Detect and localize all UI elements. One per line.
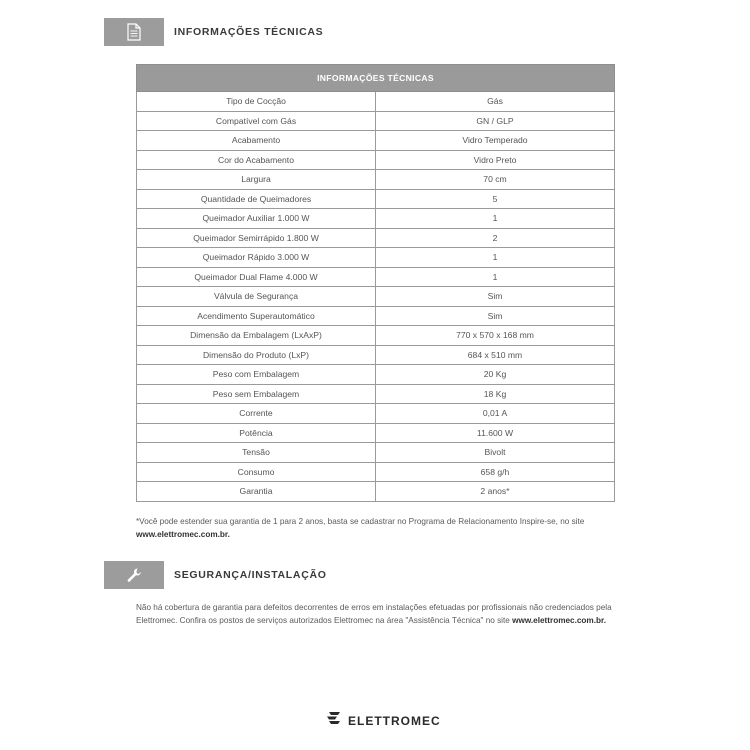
spec-value: 20 Kg xyxy=(376,365,615,385)
spec-label: Tipo de Cocção xyxy=(137,92,376,112)
spec-table-header: INFORMAÇÕES TÉCNICAS xyxy=(137,65,615,92)
spec-label: Consumo xyxy=(137,462,376,482)
spec-row xyxy=(137,404,615,424)
spec-row xyxy=(137,423,615,443)
spec-label: Peso com Embalagem xyxy=(137,365,376,385)
safety-text-link[interactable]: www.elettromec.com.br. xyxy=(512,615,606,625)
spec-value: 70 cm xyxy=(376,170,615,190)
spec-label: Tensão xyxy=(137,443,376,463)
spec-row xyxy=(137,248,615,268)
safety-text xyxy=(136,602,616,627)
warranty-note xyxy=(136,516,626,541)
spec-label: Largura xyxy=(137,170,376,190)
spec-value: 770 x 570 x 168 mm xyxy=(376,326,615,346)
spec-row xyxy=(137,443,615,463)
spec-label: Dimensão do Produto (LxP) xyxy=(137,345,376,365)
safety-title: SEGURANÇA/INSTALAÇÃO xyxy=(174,569,327,581)
spec-row xyxy=(137,209,615,229)
spec-row xyxy=(137,287,615,307)
spec-row xyxy=(137,384,615,404)
spec-row xyxy=(137,131,615,151)
spec-label: Quantidade de Queimadores xyxy=(137,189,376,209)
spec-value: 1 xyxy=(376,209,615,229)
spec-label: Peso sem Embalagem xyxy=(137,384,376,404)
spec-value: 658 g/h xyxy=(376,462,615,482)
spec-row xyxy=(137,482,615,502)
spec-value: GN / GLP xyxy=(376,111,615,131)
spec-label: Queimador Dual Flame 4.000 W xyxy=(137,267,376,287)
spec-row xyxy=(137,462,615,482)
spec-value: Sim xyxy=(376,306,615,326)
spec-label: Compatível com Gás xyxy=(137,111,376,131)
wrench-icon xyxy=(104,561,164,589)
safety-text-body: Não há cobertura de garantia para defeitos decorrentes de erros em instalações efetuadas por profissionais não credenciados pela Elettromec. Confira os postos de serviços autorizados Elettromec na área "Assistência Técnica" no site xyxy=(136,603,612,625)
spec-label: Queimador Auxiliar 1.000 W xyxy=(137,209,376,229)
spec-value: Bivolt xyxy=(376,443,615,463)
spec-label: Acabamento xyxy=(137,131,376,151)
spec-row xyxy=(137,326,615,346)
spec-label: Cor do Acabamento xyxy=(137,150,376,170)
spec-row xyxy=(137,365,615,385)
spec-row xyxy=(137,189,615,209)
spec-value: 1 xyxy=(376,248,615,268)
spec-label: Corrente xyxy=(137,404,376,424)
spec-table xyxy=(136,64,615,502)
spec-value: 684 x 510 mm xyxy=(376,345,615,365)
spec-value: 18 Kg xyxy=(376,384,615,404)
spec-value: Vidro Temperado xyxy=(376,131,615,151)
spec-value: 11.600 W xyxy=(376,423,615,443)
spec-value: Gás xyxy=(376,92,615,112)
document-icon xyxy=(104,18,164,46)
spec-row xyxy=(137,345,615,365)
spec-row xyxy=(137,92,615,112)
spec-value: Sim xyxy=(376,287,615,307)
spec-label: Garantia xyxy=(137,482,376,502)
technical-info-header xyxy=(104,18,323,46)
spec-value: Vidro Preto xyxy=(376,150,615,170)
spec-label: Acendimento Superautomático xyxy=(137,306,376,326)
spec-value: 0,01 A xyxy=(376,404,615,424)
spec-value: 2 xyxy=(376,228,615,248)
brand-name: ELETTROMEC xyxy=(348,713,441,728)
brand-logo xyxy=(326,711,441,730)
safety-header xyxy=(104,561,327,589)
warranty-note-link[interactable]: www.elettromec.com.br. xyxy=(136,529,230,539)
spec-row xyxy=(137,267,615,287)
spec-row xyxy=(137,306,615,326)
spec-label: Queimador Semirrápido 1.800 W xyxy=(137,228,376,248)
spec-value: 1 xyxy=(376,267,615,287)
spec-row xyxy=(137,111,615,131)
spec-label: Válvula de Segurança xyxy=(137,287,376,307)
spec-row xyxy=(137,150,615,170)
spec-label: Potência xyxy=(137,423,376,443)
elettromec-logo-icon xyxy=(326,711,342,730)
spec-value: 2 anos* xyxy=(376,482,615,502)
spec-label: Dimensão da Embalagem (LxAxP) xyxy=(137,326,376,346)
spec-value: 5 xyxy=(376,189,615,209)
technical-info-title: INFORMAÇÕES TÉCNICAS xyxy=(174,26,324,38)
spec-table-body xyxy=(137,92,615,502)
spec-row xyxy=(137,228,615,248)
spec-row xyxy=(137,170,615,190)
spec-label: Queimador Rápido 3.000 W xyxy=(137,248,376,268)
warranty-note-text: *Você pode estender sua garantia de 1 para 2 anos, basta se cadastrar no Programa de Relacionamento Inspire-se, no site xyxy=(136,517,585,526)
